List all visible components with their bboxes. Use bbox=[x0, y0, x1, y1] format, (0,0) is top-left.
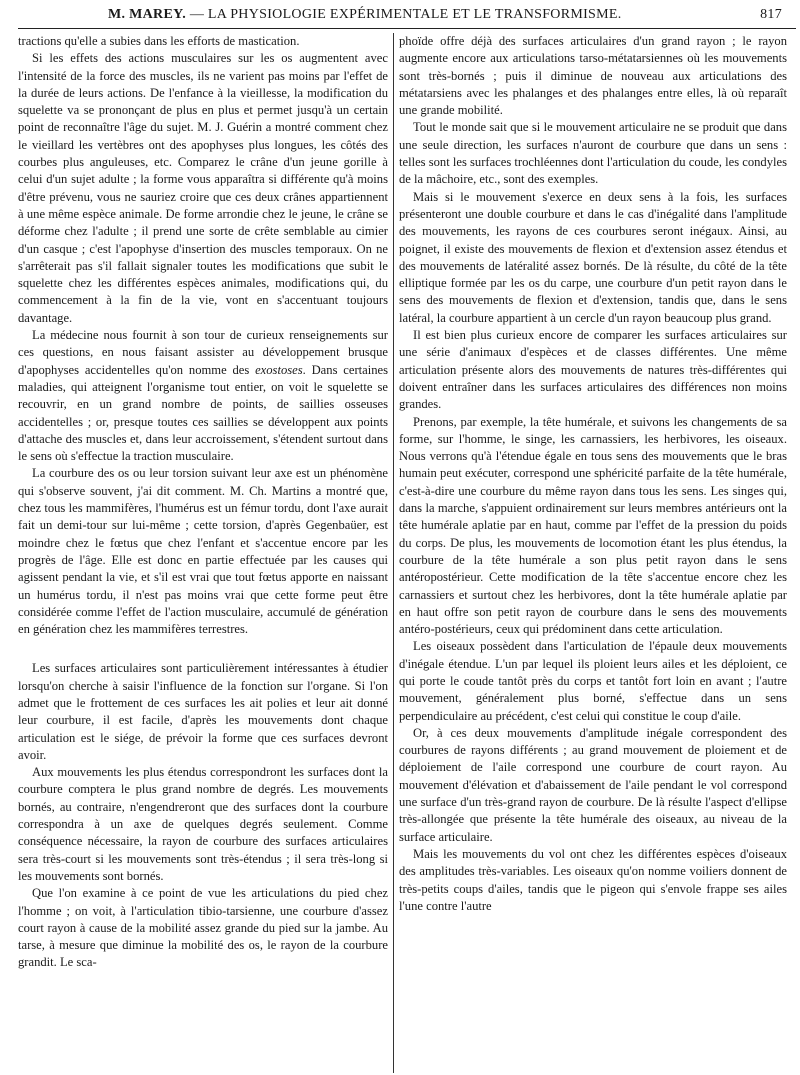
paragraph: Mais les mouvements du vol ont chez les différentes espèces d'oiseaux des amplitudes très-variables. Les oiseaux qu'on nomme voiliers donnent de très-petits coups d'ailes, tandis que le pigeon qui s'envole frappe ses ailes l'une contre l'autre bbox=[399, 846, 787, 913]
paragraph: Que l'on examine à ce point de vue les articulations du pied chez l'homme ; on voit, à l'articulation tibio-tarsienne, une courbure d'assez court rayon à cause de la mobilité assez grande du pied sur la jambe. Au tarse, à mesure que diminue la mobilité des os, le rayon de la courbure grandit. Le sca- bbox=[18, 886, 388, 970]
author-name: M. MAREY. bbox=[108, 7, 187, 22]
paragraph: Aux mouvements les plus étendus correspondront les surfaces dont la courbure comptera le plus grand nombre de degrés. Les mouvements bornés, au contraire, n'engendreront que des surfaces dont la courbure correspondra à un axe de quelques degrés seulement. Comme conséquence nécessaire, la rayon de courbure des surfaces articulaires sera très-court si les mouvements sont très-étendus ; il sera très-long si les mouvements sont bornés. bbox=[18, 765, 388, 883]
paragraph: La médecine nous fournit à son tour de curieux renseignements sur ces questions, en nous faisant assister au développement brusque d'apophyses accidentelles qu'on nomme des exostoses. Dans certaines maladies, qui atteignent l'organisme tout entier, on voit le squelette se recouvrir, en un grand nombre de points, de saillies osseuses accidentelles ; or, presque toutes ces saillies se développent aux points d'attache des muscles et, dans leur accroissement, s'étendent surtout dans le sens où s'effectue la traction musculaire. bbox=[18, 328, 389, 464]
paragraph: tractions qu'elle a subies dans les efforts de mastication. bbox=[18, 34, 300, 48]
right-column bbox=[399, 33, 787, 915]
running-title bbox=[108, 7, 622, 23]
paragraph: Si les effets des actions musculaires sur les os augmentent avec l'intensité de la force des muscles, ils ne varient pas moins par l'effet de la durée de leurs actions. De l'enfance à la vieillesse, la modification du squelette va se prononçant de plus en plus et permet jusqu'à un certain point de reconnaître l'âge du sujet. M. J. Guérin a montré comment chez le vieillard les vertèbres ont des apophyses plus longues, les côtés des courbes plus anguleuses, etc. Comparez le crâne d'un jeune gorille à celui d'un sujet adulte ; la forme vous apparaîtra si différente qu'à moins d'être prévenu, vous ne sauriez croire que ces deux crânes appartiennent à une même espèce animale. De forme arrondie chez le jeune, le crâne se déforme chez l'adulte ; il prend une sorte de crête semblable au cimier d'un casque ; c'est l'apophyse d'insertion des muscles temporaux. On ne s'arrêterait pas s'il fallait signaler toutes les modifications que subit le squelette chez les différentes espèces animales, modifications qui, du commencement à la fin de la vie, vont en s'accentuant toujours davantage. bbox=[18, 51, 388, 325]
paragraph: Les oiseaux possèdent dans l'articulation de l'épaule deux mouvements d'inégale étendue. L'un par lequel ils ploient leurs ailes et les déploient, ce qui porte le coude tantôt près du corps et tantôt fort loin en avant ; l'autre mouvement, généralement plus borné, s'effectue dans un sens perpendiculaire au précédent, c'est celui qui constitue le coup d'aile. bbox=[399, 639, 787, 723]
header-dash: — bbox=[186, 7, 208, 22]
paragraph: phoïde offre déjà des surfaces articulaires d'un grand rayon ; le rayon augmente encore aux articulations tarso-métatarsiennes où les mouvements sont très-bornés ; puis il diminue de nouveau aux articulations des métatarsiens avec les phalanges et des phalanges entre elles, là où reparaît une grande mobilité. bbox=[399, 34, 787, 118]
paragraph: Tout le monde sait que si le mouvement articulaire ne se produit que dans une seule direction, les surfaces n'auront de courbure que dans un sens : telles sont les surfaces trochléennes dont l'articulation du coude, les condyles de la mâchoire, etc., sont des exemples. bbox=[399, 120, 788, 187]
paragraph: Or, à ces deux mouvements d'amplitude inégale correspondent des courbures de rayons différents ; au grand mouvement de ploiement et de déploiement de l'aile correspond une courbure de court rayon. Au mouvement d'élévation et d'abaissement de l'aile pendant le vol correspond une surface d'un très-grand rayon de courbure. De là résulte l'aspect d'ellipse très-allongée que présente la tête humérale des oiseaux, au niveau de la surface articulaire. bbox=[399, 725, 787, 844]
paragraph: Il est bien plus curieux encore de comparer les surfaces articulaires sur une série d'animaux d'espèces et de classes différentes. Une même articulation présente alors des mouvements de natures très-différentes qui doivent entraîner dans les surfaces articulaires des différences non moins grandes. bbox=[399, 328, 787, 412]
running-header bbox=[18, 4, 796, 29]
paragraph: Mais si le mouvement s'exerce en deux sens à la fois, les surfaces présenteront une double courbure et dans le cas d'inégalité dans l'amplitude des mouvements, les rayons de ces courbures seront inégaux. Ainsi, au poignet, il existe des mouvements de flexion et d'extension assez étendus et des mouvements de latéralité assez bornés. De là résulte, du côté de la tête elliptique formée par les os du carpe, une courbure d'un petit rayon dans le sens des mouvements de flexion et d'extension, tandis que, dans le sens latéral, la courbure appartient à un cercle d'un rayon beaucoup plus grand. bbox=[399, 189, 787, 325]
left-column bbox=[18, 33, 388, 972]
column-divider bbox=[393, 33, 394, 1073]
paragraph: Les surfaces articulaires sont particulièrement intéressantes à étudier lorsqu'on cherche à saisir l'influence de la fonction sur l'organe. Si l'on admet que le frottement de ces surfaces les ait polies et leur ait donné leur courbure, il est facile, d'après les mouvements dont chaque articulation est le siége, de prévoir la forme que ces surfaces devront avoir. bbox=[18, 661, 388, 762]
article-title: LA PHYSIOLOGIE EXPÉRIMENTALE ET LE TRANSFORMISME. bbox=[207, 7, 622, 22]
paragraph: Prenons, par exemple, la tête humérale, et suivons les changements de sa forme, sur l'homme, le singe, les carnassiers, les herbivores, les oiseaux. Nous verrons qu'à l'étendue égale en tous sens des mouvements que le bras humain peut exécuter, correspond une sphéricité parfaite de la tête humérale, c'est-à-dire une courbure du même rayon dans tous les sens. Les singes qui, dans la marche, s'appuient ordinairement sur leurs membres antérieurs ont la tête humérale aplatie par en haut, comme par l'effet de la pression du poids du corps. De plus, les mouvements de locomotion étant les plus étendus, la courbure de la tête humérale a son plus petit rayon dans le sens antéropostérieur. Cette modification de la tête s'accentue encore chez les carnassiers et surtout chez les herbivores, dont la tête humérale aplatie par en haut offre son petit rayon de courbure dans le sens des mouvements antéro-postérieurs, ceux qui prédominent dans cette articulation. bbox=[399, 414, 787, 637]
paragraph: La courbure des os ou leur torsion suivant leur axe est un phénomène qui s'observe souvent, j'ai dit comment. M. Ch. Martins a montré que, chez tous les mammifères, l'humérus est un fémur tordu, dont l'axe aurait fait un demi-tour sur lui-même ; cette torsion, d'après Gegenbaüer, est moindre chez le fœtus que chez l'enfant et s'accentue encore par les progrès de l'âge. Elle est donc en partie effectuée par les causes qui agissent pendant la vie, et s'il est vrai que tout fœtus apporte en naissant un humérus tordu, il n'est pas moins vrai que cette forme peut être considérée comme l'effet de l'action musculaire, accumulé de génération en génération chez les mammifères terrestres. bbox=[18, 466, 388, 637]
page-number: 817 bbox=[760, 7, 782, 22]
